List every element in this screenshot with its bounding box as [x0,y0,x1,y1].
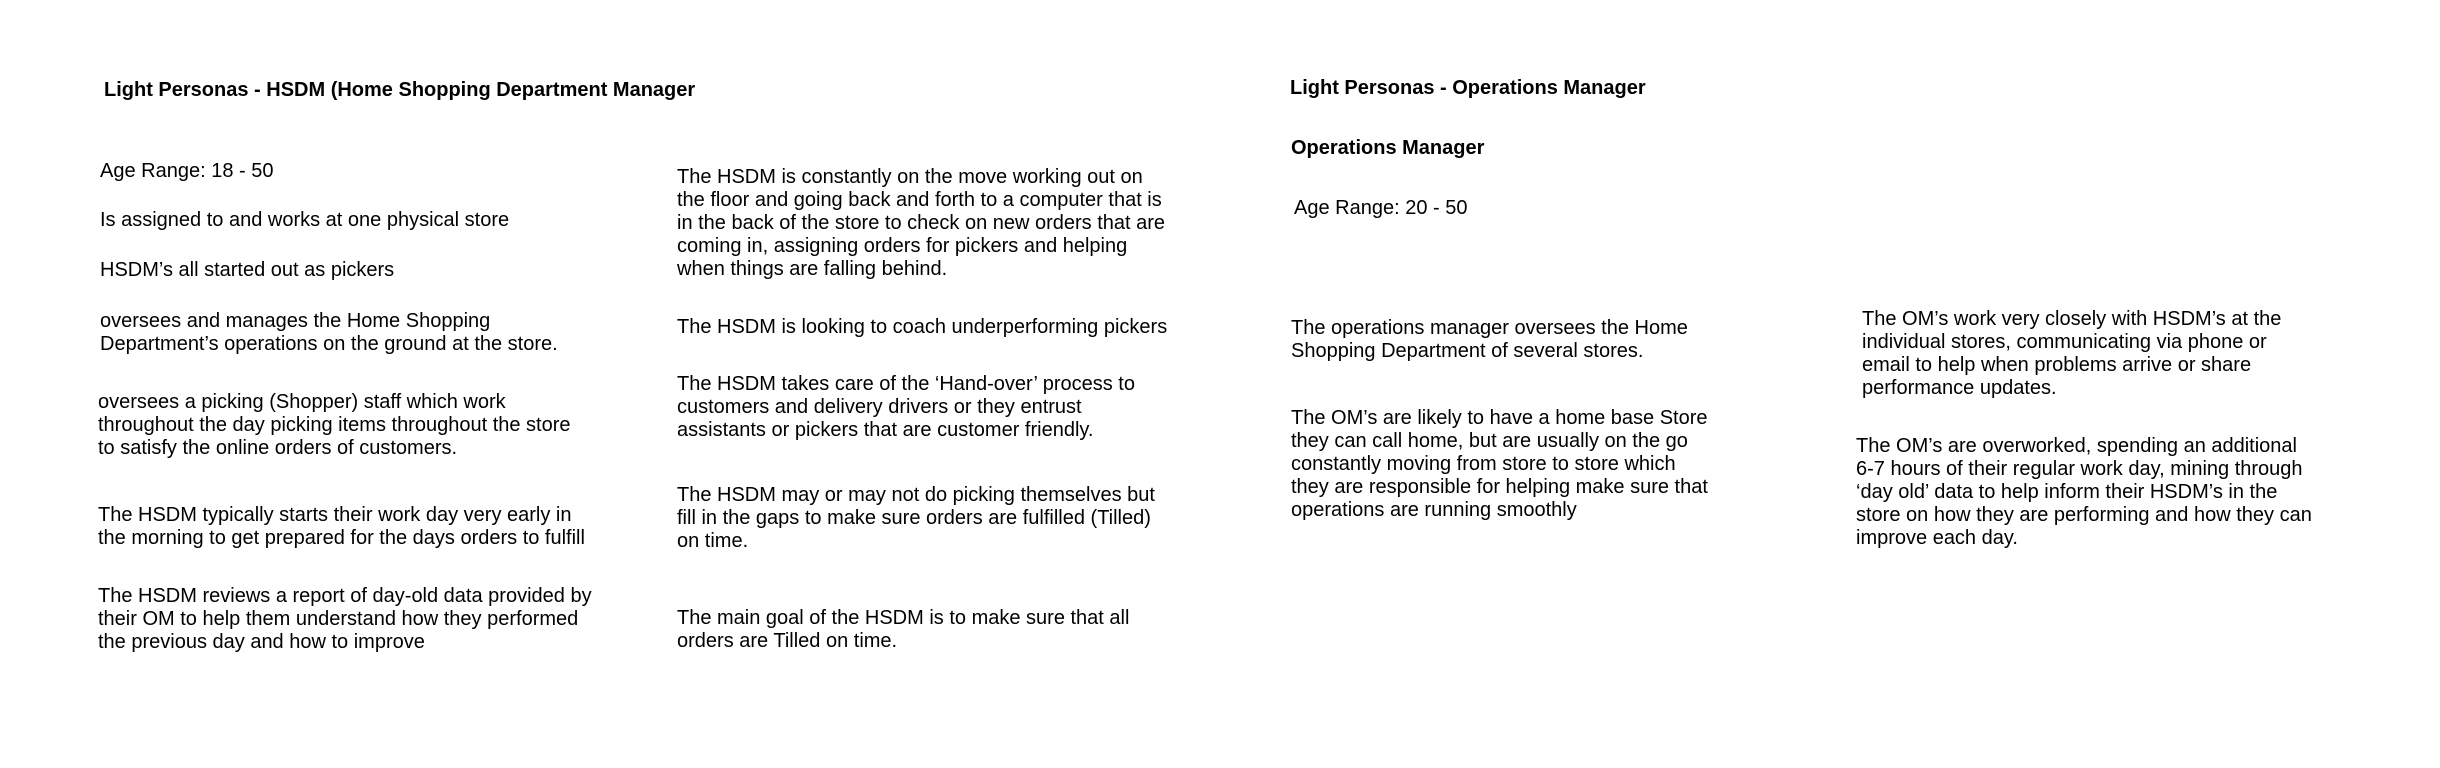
om-subtitle: Operations Manager [1291,137,1485,159]
om-title: Light Personas - Operations Manager [1290,77,1646,99]
hsdm-main-goal: The main goal of the HSDM is to make sure that all orders are Tilled on time. [677,607,1130,652]
hsdm-title: Light Personas - HSDM (Home Shopping Department Manager [104,79,696,101]
hsdm-daily-report: The HSDM reviews a report of day-old data provided by their OM to help them understand how they performed the previous day and how to improve [98,585,592,653]
om-overworked: The OM’s are overworked, spending an additional 6-7 hours of their regular work day, mining through ‘day old’ data to help inform their HSDM’s in the store on how they are performing and how they can improve each day. [1856,435,2312,549]
om-works-with-hsdm: The OM’s work very closely with HSDM’s at the individual stores, communicating via phone or email to help when problems arrive or share performance updates. [1862,308,2282,399]
hsdm-hand-over: The HSDM takes care of the ‘Hand-over’ process to customers and delivery drivers or they entrust assistants or pickers that are customer friendly. [677,373,1135,441]
hsdm-picking: The HSDM may or may not do picking themselves but fill in the gaps to make sure orders are fulfilled (Tilled) on time. [677,484,1155,552]
hsdm-oversees-department: oversees and manages the Home Shopping Department’s operations on the ground at the store. [100,310,558,355]
hsdm-on-the-move: The HSDM is constantly on the move working out on the floor and going back and forth to a computer that is in the back of the store to check on new orders that are coming in, assigning orders for pickers and helping when things are falling behind. [677,166,1166,280]
hsdm-coaching: The HSDM is looking to coach underperforming pickers [677,316,1168,338]
hsdm-origin: HSDM’s all started out as pickers [100,259,395,281]
om-home-base: The OM’s are likely to have a home base Store they can call home, but are usually on the go constantly moving from store to store which they are responsible for helping make sure that operations are running smoothly [1291,407,1708,521]
hsdm-store-assignment: Is assigned to and works at one physical store [100,209,510,231]
hsdm-age-range: Age Range: 18 - 50 [100,160,274,182]
om-age-range: Age Range: 20 - 50 [1294,197,1468,219]
hsdm-oversees-staff: oversees a picking (Shopper) staff which work throughout the day picking items throughout the store to satisfy the online orders of customers. [98,391,571,459]
om-oversees-stores: The operations manager oversees the Home Shopping Department of several stores. [1291,317,1688,362]
hsdm-workday-start: The HSDM typically starts their work day very early in the morning to get prepared for the days orders to fulfill [98,504,585,549]
